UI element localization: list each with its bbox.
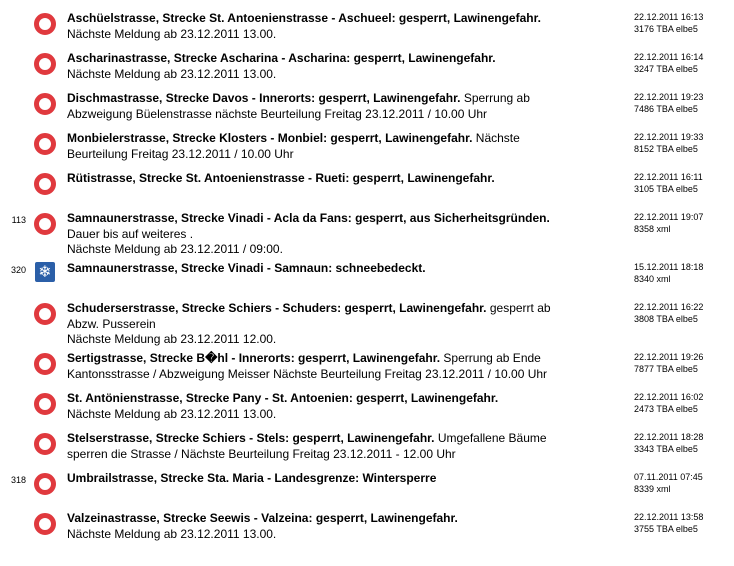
- item-text: [67, 131, 607, 162]
- item-code: 3808 TBA elbe5: [634, 313, 698, 324]
- item-meta: [634, 432, 730, 455]
- item-date: 22.12.2011 19:07: [634, 212, 704, 222]
- item-line2: Abzweigung Büelenstrasse nächste Beurteilung Freitag 23.12.2011 / 10.00 Uhr: [67, 106, 488, 121]
- item-line2: Dauer bis auf weiteres .: [67, 226, 194, 241]
- item-meta: [634, 52, 730, 75]
- closed-road-icon: [34, 213, 56, 235]
- closed-road-icon: [34, 353, 56, 375]
- item-date: 22.12.2011 19:33: [634, 132, 704, 142]
- item-meta: [634, 302, 730, 325]
- item-line2: sperren die Strasse / Nächste Beurteilung Freitag 23.12.2011 - 12.00 Uhr: [67, 446, 456, 461]
- item-title: Valzeinastrasse, Strecke Seewis - Valzeina: gesperrt, Lawinengefahr.: [67, 511, 458, 525]
- item-text: [67, 261, 607, 277]
- item-title: Rütistrasse, Strecke St. Antoenienstrasse - Rueti: gesperrt, Lawinengefahr.: [67, 171, 495, 185]
- item-date: 22.12.2011 19:26: [634, 352, 704, 362]
- item-title: Monbielerstrasse, Strecke Klosters - Monbiel: gesperrt, Lawinengefahr.: [67, 131, 473, 145]
- closed-road-icon: [34, 303, 56, 325]
- item-detail: Sperrung ab: [460, 91, 530, 105]
- item-date: 22.12.2011 16:22: [634, 302, 704, 312]
- item-meta: [634, 12, 730, 35]
- item-meta: [634, 212, 730, 235]
- closed-road-icon: [34, 53, 56, 75]
- item-title: Umbrailstrasse, Strecke Sta. Maria - Landesgrenze: Wintersperre: [67, 471, 437, 485]
- item-code: 3105 TBA elbe5: [634, 183, 698, 194]
- item-title: Stelserstrasse, Strecke Schiers - Stels: gesperrt, Lawinengefahr.: [67, 431, 435, 445]
- item-meta: [634, 352, 730, 375]
- closed-road-icon: [34, 13, 56, 35]
- item-date: 15.12.2011 18:18: [634, 262, 704, 272]
- closed-road-icon: [34, 393, 56, 415]
- item-line2: Nächste Meldung ab 23.12.2011 13.00.: [67, 406, 277, 421]
- item-title: St. Antönienstrasse, Strecke Pany - St. Antoenien: gesperrt, Lawinengefahr.: [67, 391, 499, 405]
- item-code: 7486 TBA elbe5: [634, 103, 698, 114]
- closed-road-icon: [34, 93, 56, 115]
- item-detail: gesperrt ab: [486, 301, 551, 315]
- item-code: 8339 xml: [634, 483, 671, 494]
- item-line2: Beurteilung Freitag 23.12.2011 / 10.00 Uhr: [67, 146, 294, 161]
- item-text: [67, 301, 607, 348]
- item-meta: [634, 472, 730, 495]
- item-text: [67, 211, 607, 258]
- item-date: 22.12.2011 16:11: [634, 172, 703, 182]
- item-text: [67, 91, 607, 122]
- item-date: 22.12.2011 16:02: [634, 392, 704, 402]
- item-meta: [634, 262, 730, 285]
- item-text: [67, 171, 607, 187]
- closed-road-icon: [34, 133, 56, 155]
- item-code: 7877 TBA elbe5: [634, 363, 698, 374]
- item-line2: Nächste Meldung ab 23.12.2011 13.00.: [67, 26, 277, 41]
- item-date: 22.12.2011 19:23: [634, 92, 704, 102]
- item-date: 22.12.2011 13:58: [634, 512, 704, 522]
- item-meta: [634, 132, 730, 155]
- item-title: Sertigstrasse, Strecke B�hl - Innerorts: gesperrt, Lawinengefahr.: [67, 351, 441, 365]
- snowflake-icon: ❄: [35, 262, 55, 282]
- closed-road-icon: [34, 473, 56, 495]
- item-code: 2473 TBA elbe5: [634, 403, 698, 414]
- item-date: 22.12.2011 16:13: [634, 12, 704, 22]
- item-line2: Nächste Meldung ab 23.12.2011 13.00.: [67, 66, 277, 81]
- item-code: 3176 TBA elbe5: [634, 23, 698, 34]
- item-code: 3755 TBA elbe5: [634, 523, 698, 534]
- item-line2: Abzw. Pusserein: [67, 316, 156, 331]
- item-date: 22.12.2011 18:28: [634, 432, 704, 442]
- item-code: 3247 TBA elbe5: [634, 63, 698, 74]
- item-number: 320: [10, 265, 26, 275]
- item-detail: Nächste: [472, 131, 520, 145]
- item-line2: Kantonsstrasse / Abzweigung Meisser Nächste Beurteilung Freitag 23.12.2011 / 10.00 Uhr: [67, 366, 548, 381]
- item-code: 3343 TBA elbe5: [634, 443, 698, 454]
- item-meta: [634, 172, 730, 195]
- item-text: [67, 11, 607, 42]
- item-text: [67, 431, 607, 462]
- item-text: [67, 351, 607, 382]
- item-line3: Nächste Meldung ab 23.12.2011 12.00.: [67, 332, 277, 347]
- item-title: Samnaunerstrasse, Strecke Vinadi - Acla da Fans: gesperrt, aus Sicherheitsgründen.: [67, 211, 550, 225]
- item-detail: Sperrung ab Ende: [440, 351, 541, 365]
- item-line3: Nächste Meldung ab 23.12.2011 / 09:00.: [67, 242, 283, 257]
- item-detail: Umgefallene Bäume: [434, 431, 547, 445]
- item-text: [67, 511, 607, 542]
- item-line2: Nächste Meldung ab 23.12.2011 13.00.: [67, 526, 277, 541]
- item-number: 318: [10, 475, 26, 485]
- closed-road-icon: [34, 433, 56, 455]
- item-text: [67, 471, 607, 487]
- item-meta: [634, 92, 730, 115]
- item-title: Samnaunerstrasse, Strecke Vinadi - Samnaun: schneebedeckt.: [67, 261, 426, 275]
- item-code: 8152 TBA elbe5: [634, 143, 698, 154]
- item-title: Schuderserstrasse, Strecke Schiers - Schuders: gesperrt, Lawinengefahr.: [67, 301, 487, 315]
- item-text: [67, 51, 607, 82]
- item-title: Aschüelstrasse, Strecke St. Antoenienstrasse - Aschueel: gesperrt, Lawinengefahr.: [67, 11, 541, 25]
- item-meta: [634, 512, 730, 535]
- item-date: 22.12.2011 16:14: [634, 52, 704, 62]
- item-date: 07.11.2011 07:45: [634, 472, 703, 482]
- item-title: Ascharinastrasse, Strecke Ascharina - Ascharina: gesperrt, Lawinengefahr.: [67, 51, 496, 65]
- item-code: 8358 xml: [634, 223, 671, 234]
- item-meta: [634, 392, 730, 415]
- closed-road-icon: [34, 513, 56, 535]
- item-title: Dischmastrasse, Strecke Davos - Innerorts: gesperrt, Lawinengefahr.: [67, 91, 461, 105]
- item-number: 113: [11, 215, 26, 225]
- item-text: [67, 391, 607, 422]
- item-code: 8340 xml: [634, 273, 671, 284]
- closed-road-icon: [34, 173, 56, 195]
